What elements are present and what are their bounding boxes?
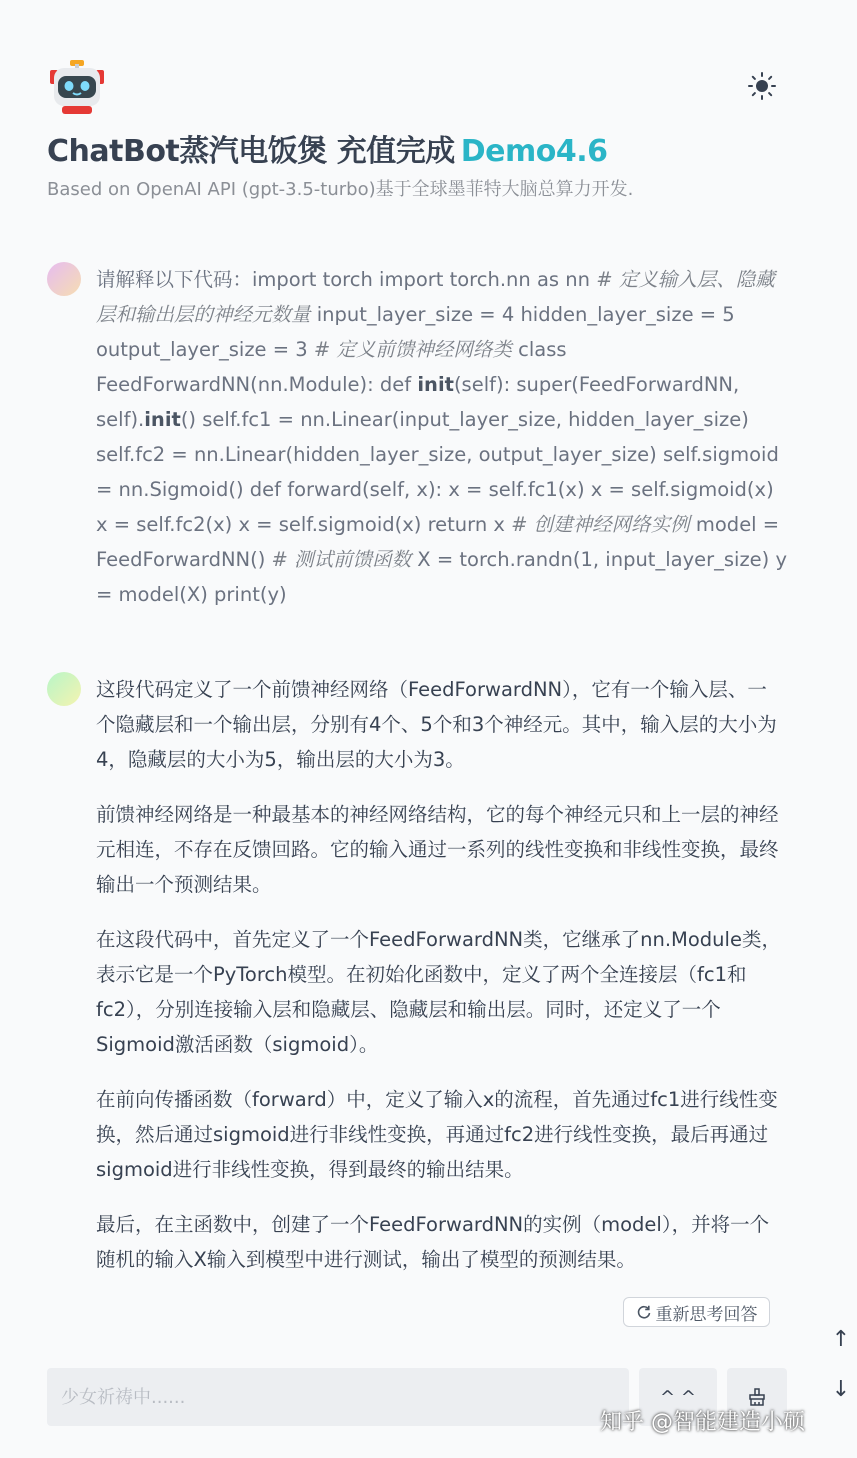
- user-avatar: [47, 262, 81, 296]
- code-text: 请解释以下代码：import torch import torch.nn as nn: [96, 268, 597, 291]
- bot-paragraph: 这段代码定义了一个前馈神经网络（FeedForwardNN），它有一个输入层、一个隐藏层和一个输出层，分别有4个、5个和3个神经元。其中，输入层的大小为4，隐藏层的大小为5，输出层的大小为3。: [96, 678, 777, 771]
- bot-paragraph: 最后，在主函数中，创建了一个FeedForwardNN的实例（model），并将一个随机的输入X输入到模型中进行测试，输出了模型的预测结果。: [96, 1213, 770, 1271]
- code-text: (self): super(FeedForwardNN, self).: [96, 373, 740, 431]
- code-comment: # 定义输入层、隐藏层和输出层的神经元数量: [96, 268, 775, 326]
- refresh-icon: [636, 1304, 652, 1320]
- user-message: [96, 262, 788, 612]
- code-text: init: [417, 373, 454, 396]
- chat-input[interactable]: [47, 1368, 629, 1426]
- code-comment: # 定义前馈神经网络类: [313, 338, 512, 361]
- code-text: class FeedForwardNN(nn.Module): def: [96, 338, 567, 396]
- bot-paragraph: 在这段代码中，首先定义了一个FeedForwardNN类，它继承了nn.Module类，表示它是一个PyTorch模型。在初始化函数中，定义了两个全连接层（fc1和fc2），分别连接输入层和隐藏层、隐藏层和输出层。同时，还定义了一个Sigmoid激活函数（sigmoid）。: [96, 928, 781, 1056]
- code-text: X = torch.randn(1, input_layer_size) y = model(X) print(y): [96, 548, 788, 606]
- code-comment: # 测试前馈函数: [271, 548, 412, 571]
- title-text: ChatBot蒸汽电饭煲 充值完成: [47, 134, 455, 169]
- robot-logo-icon: [48, 58, 106, 116]
- scroll-down-button[interactable]: ↓: [831, 1377, 851, 1402]
- code-comment: # 创建神经网络实例: [511, 513, 690, 536]
- code-text: init: [144, 408, 181, 431]
- code-text: model = FeedForwardNN(): [96, 513, 780, 571]
- code-text: input_layer_size = 4 hidden_layer_size = 5 output_layer_size = 3: [96, 303, 735, 361]
- bot-paragraph: 在前向传播函数（forward）中，定义了输入x的流程，首先通过fc1进行线性变换，然后通过sigmoid进行非线性变换，再通过fc2进行线性变换，最后再通过sigmoid进行非线性变换，得到最终的输出结果。: [96, 1088, 778, 1181]
- page-subtitle: Based on OpenAI API (gpt-3.5-turbo)基于全球墨菲特大脑总算力开发.: [47, 179, 634, 200]
- watermark: 知乎 @智能建造小硕: [600, 1410, 805, 1435]
- broom-icon: [748, 1388, 766, 1406]
- code-text: () self.fc1 = nn.Linear(input_layer_size, hidden_layer_size) self.fc2 = nn.Linear(hidden_layer_size, output_layer_size) self.sigmoid = nn.Sigmoid() def forward(self, x): x = self.fc1(x) x = self.sigmoid(x) x = self.fc2(x) x = self.sigmoid(x) return x: [96, 408, 779, 536]
- regenerate-button[interactable]: [623, 1297, 770, 1327]
- scroll-up-button[interactable]: ↑: [831, 1327, 851, 1352]
- expand-button[interactable]: ^ ^: [639, 1368, 717, 1426]
- bot-avatar: [47, 672, 81, 706]
- regenerate-label: 重新思考回答: [655, 1304, 758, 1325]
- page-title: [47, 126, 608, 170]
- bot-message: [96, 672, 786, 1297]
- sun-icon[interactable]: [746, 70, 778, 102]
- bot-paragraph: 前馈神经网络是一种最基本的神经网络结构，它的每个神经元只和上一层的神经元相连，不存在反馈回路。它的输入通过一系列的线性变换和非线性变换，最终输出一个预测结果。: [96, 803, 779, 896]
- version-label: Demo4.6: [460, 134, 608, 169]
